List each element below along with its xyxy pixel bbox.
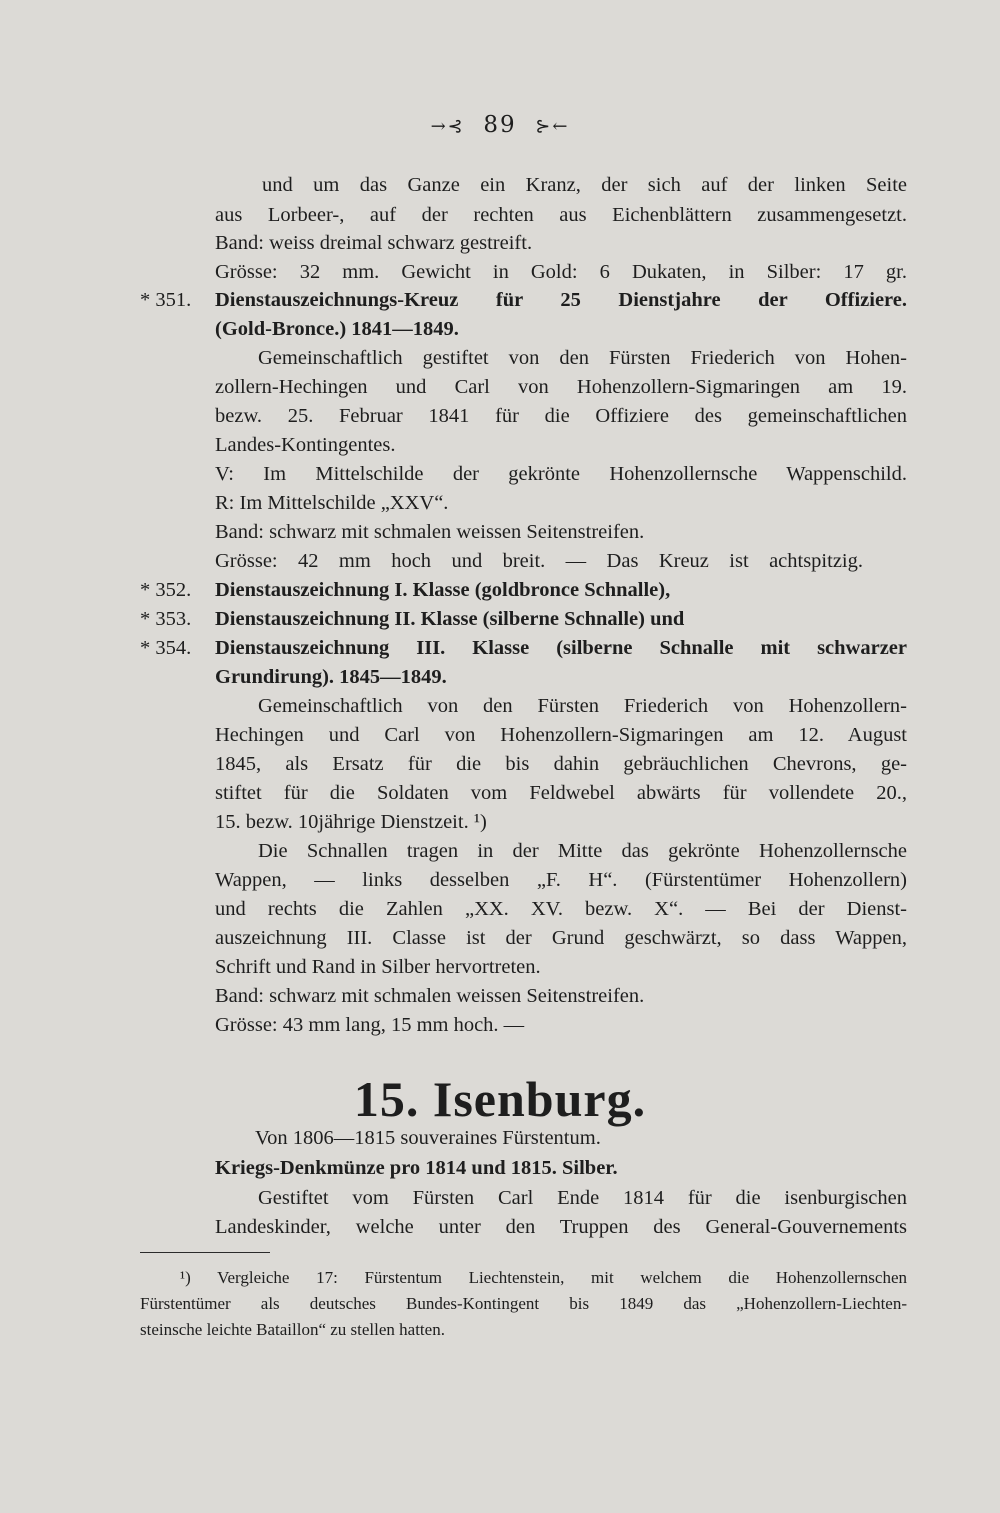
text-line: 15. bezw. 10jährige Dienstzeit. ¹) [215,811,487,833]
item-title: Kriegs-Denkmünze pro 1814 und 1815. Silber. [215,1157,618,1179]
item-title: (Gold-Bronce.) 1841—1849. [215,318,459,340]
item-title: Dienstauszeichnung III. Klasse (silberne Schnalle mit schwarzer [215,637,907,659]
item-title: Dienstauszeichnung I. Klasse (goldbronce Schnalle), [215,579,671,601]
page-number-header [0,112,1000,138]
footnote-line: ¹) Vergleiche 17: Fürstentum Liechtenstein, mit welchem die Hohenzollernschen [180,1268,907,1287]
text-line: zollern-Hechingen und Carl von Hohenzollern-Sigmaringen am 19. [215,376,907,398]
text-line: Grösse: 43 mm lang, 15 mm hoch. — [215,1014,525,1036]
text-line: auszeichnung III. Classe ist der Grund geschwärzt, so dass Wappen, [215,927,907,949]
footnote-line: steinsche leichte Bataillon“ zu stellen hatten. [140,1320,445,1339]
item-title: Dienstauszeichnung II. Klasse (silberne Schnalle) und [215,608,685,630]
text-line: Gestiftet vom Fürsten Carl Ende 1814 für die isenburgischen [258,1187,907,1209]
item-title: Dienstauszeichnungs-Kreuz für 25 Dienstjahre der Offiziere. [215,289,907,311]
left-ornament: →⊰ [430,116,465,137]
text-line: Landes-Kontingentes. [215,434,396,456]
text-line: Band: weiss dreimal schwarz gestreift. [215,232,533,254]
item-number: * 354. [140,637,192,659]
text-line: Grösse: 42 mm hoch und breit. — Das Kreuz ist achtspitzig. [215,550,863,572]
text-line: Landeskinder, welche unter den Truppen des General-Gouvernements [215,1216,907,1238]
text-line: Gemeinschaftlich gestiftet von den Fürsten Friederich von Hohen- [258,347,907,369]
text-line: Hechingen und Carl von Hohenzollern-Sigmaringen am 12. August [215,724,907,746]
right-ornament: ⊱← [535,116,570,137]
text-line: Schrift und Rand in Silber hervortreten. [215,956,541,978]
section-heading: 15. Isenburg. [353,1071,647,1127]
item-number: * 352. [140,579,192,601]
text-line: aus Lorbeer-, auf der rechten aus Eichenblättern zusammengesetzt. [215,204,907,226]
text-line: Band: schwarz mit schmalen weissen Seitenstreifen. [215,985,645,1007]
text-line: Wappen, — links desselben „F. H“. (Fürstentümer Hohenzollern) [215,869,907,891]
text-line: Grösse: 32 mm. Gewicht in Gold: 6 Dukaten, in Silber: 17 gr. [215,261,907,283]
section-subtitle: Von 1806—1815 souveraines Fürstentum. [255,1127,601,1149]
text-line: R: Im Mittelschilde „XXV“. [215,492,449,514]
item-number: * 351. [140,289,192,311]
item-number: * 353. [140,608,192,630]
footnote-line: Fürstentümer als deutsches Bundes-Kontingent bis 1849 das „Hohenzollern-Liechten- [140,1294,907,1313]
page-number: 89 [483,112,517,138]
item-title: Grundirung). 1845—1849. [215,666,447,688]
footnote-rule [140,1252,270,1253]
text-line: bezw. 25. Februar 1841 für die Offiziere des gemeinschaftlichen [215,405,907,427]
text-line: Gemeinschaftlich von den Fürsten Friederich von Hohenzollern- [258,695,907,717]
text-line: stiftet für die Soldaten vom Feldwebel abwärts für vollendete 20., [215,782,907,804]
text-line: V: Im Mittelschilde der gekrönte Hohenzollernsche Wappenschild. [215,463,907,485]
text-line: Band: schwarz mit schmalen weissen Seitenstreifen. [215,521,645,543]
text-line: und um das Ganze ein Kranz, der sich auf der linken Seite [262,174,907,196]
text-line: 1845, als Ersatz für die bis dahin gebräuchlichen Chevrons, ge- [215,753,907,775]
text-line: Die Schnallen tragen in der Mitte das gekrönte Hohenzollernsche [258,840,907,862]
text-line: und rechts die Zahlen „XX. XV. bezw. X“. — Bei der Dienst- [215,898,907,920]
